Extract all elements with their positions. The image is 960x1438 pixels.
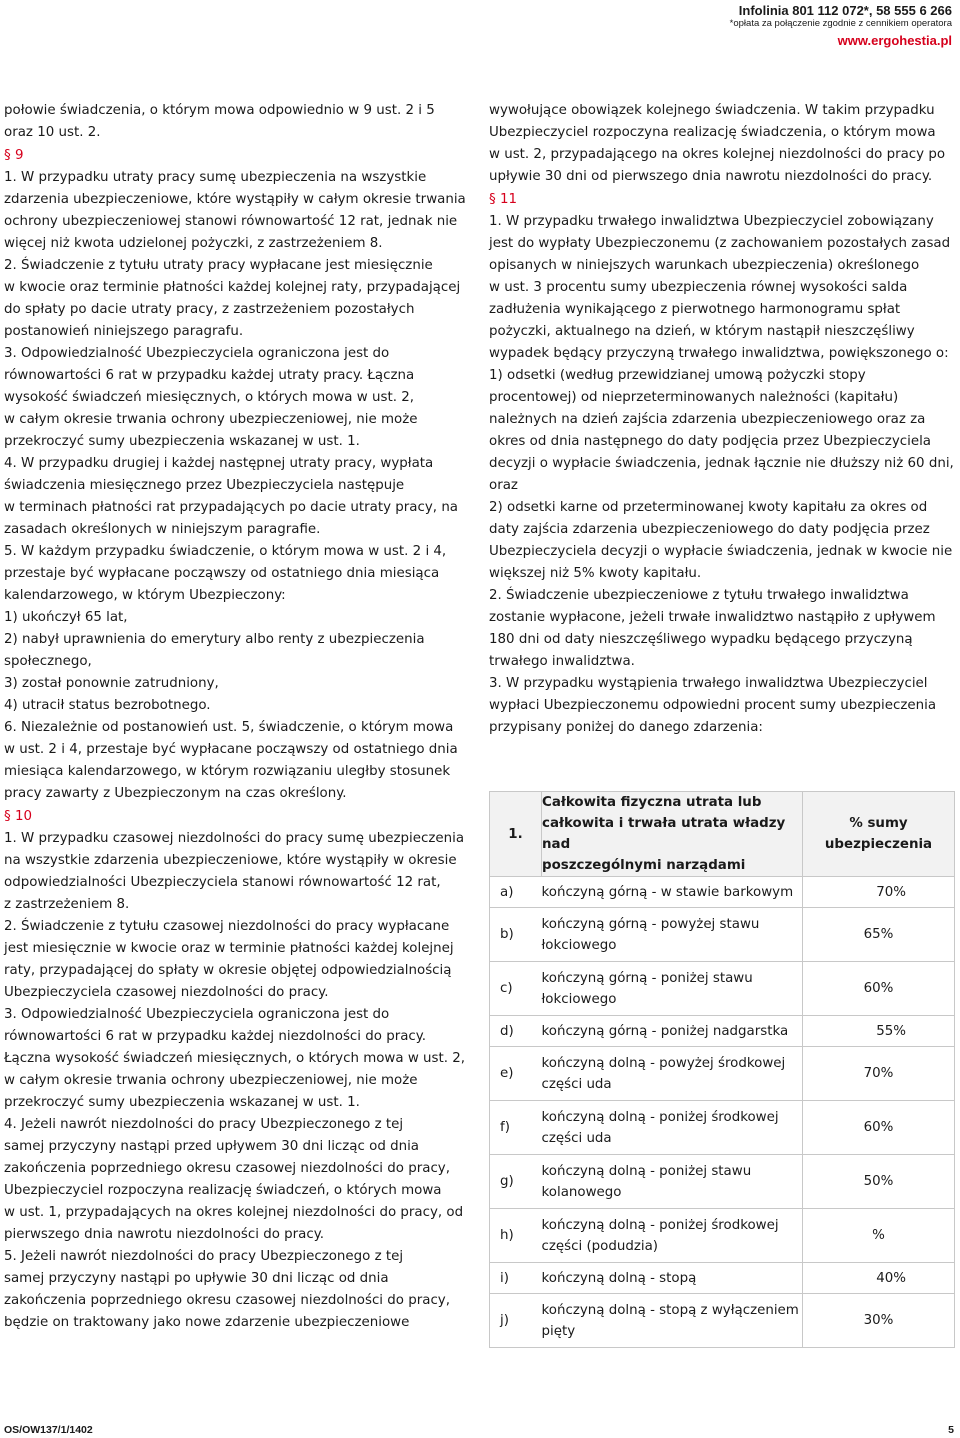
text-line: w kwocie oraz terminie płatności każdej kolejnej raty, przypadającej — [4, 280, 461, 295]
row-description-line: kończyną dolną - powyżej środkowej — [541, 1055, 786, 1071]
row-label: g) — [490, 1155, 542, 1209]
row-description-line: kończyną dolną - stopą z wyłączeniem — [541, 1302, 799, 1318]
row-description-line: kończyną dolną - poniżej stawu — [541, 1163, 752, 1179]
text-line: zakończenia poprzedniego okresu czasowej niezdolności do pracy, — [4, 1293, 450, 1308]
text-line: na wszystkie zdarzenia ubezpieczeniowe, które wystąpiły w okresie — [4, 853, 457, 868]
row-description-line: kończyną górną - w stawie barkowym — [541, 884, 794, 900]
section-heading — [489, 188, 957, 211]
text-line: do spłaty po dacie utraty pracy, z zastrzeżeniem pozostałych — [4, 302, 415, 317]
text-line: w całym okresie trwania ochrony ubezpieczeniowej, nie może — [4, 1073, 418, 1088]
text-line: 180 dni od daty nieszczęśliwego wypadku będącego przyczyną — [489, 632, 913, 647]
row-percentage: 70% — [803, 1047, 955, 1101]
row-description — [542, 1263, 803, 1294]
row-percentage: 50% — [803, 1155, 955, 1209]
text-line: trwałego inwalidztwa. — [489, 654, 635, 669]
section-number: 10 — [15, 809, 33, 824]
table-row — [490, 908, 955, 962]
table-header-description — [542, 792, 803, 877]
table-header-value-line: ubezpieczenia — [824, 837, 933, 852]
text-line: wypłaci Ubezpieczonemu odpowiedni procent sumy ubezpieczenia — [489, 698, 937, 713]
section-number: 9 — [15, 148, 24, 163]
text-line: Łączna wysokość świadczeń miesięcznych, o których mowa w ust. 2, — [4, 1051, 466, 1066]
row-label: e) — [490, 1047, 542, 1101]
table-header-row — [490, 792, 955, 877]
text-line: raty, przypadającej do spłaty w okresie objętej odpowiedzialnością — [4, 963, 452, 978]
text-line: kalendarzowego, w którym Ubezpieczony: — [4, 588, 286, 603]
table-row — [490, 1016, 955, 1047]
row-label: b) — [490, 908, 542, 962]
section-number: 11 — [500, 192, 518, 207]
row-description — [542, 962, 803, 1016]
page-header — [730, 3, 952, 49]
text-line: równowartości 6 rat w przypadku każdej niezdolności do pracy. — [4, 1029, 427, 1044]
text-line: wysokość świadczeń miesięcznych, o których mowa w ust. 2, — [4, 390, 414, 405]
table-header-value-line: % sumy — [849, 816, 908, 831]
hotline-text: Infolinia 801 112 072*, 58 555 6 266 — [738, 3, 952, 18]
text-line: zadłużenia wynikającego z pierwotnego harmonogramu spłat — [489, 302, 901, 317]
text-line: 1. W przypadku utraty pracy sumę ubezpieczenia na wszystkie — [4, 170, 427, 185]
row-description — [542, 877, 803, 908]
text-line: miesiąca kalendarzowego, w którym rozwiązaniu uległby stosunek — [4, 764, 451, 779]
row-percentage: 30% — [803, 1294, 955, 1348]
text-line: pracy zawarty z Ubezpieczonym na czas określony. — [4, 786, 347, 801]
text-line: zakończenia poprzedniego okresu czasowej niezdolności do pracy, — [4, 1161, 450, 1176]
text-line: 3. W przypadku wystąpienia trwałego inwalidztwa Ubezpieczyciel — [489, 676, 928, 691]
text-line: w ust. 2, przypadającego na okres kolejnej niezdolności do pracy po — [489, 147, 946, 162]
text-line: społecznego, — [4, 654, 92, 669]
text-line: upływie 30 dni od pierwszego dnia nawrotu niezdolności do pracy. — [489, 169, 933, 184]
text-line: 1) ukończył 65 lat, — [4, 610, 128, 625]
text-line: 2. Świadczenie ubezpieczeniowe z tytułu trwałego inwalidztwa — [489, 588, 909, 603]
text-line: 5. W każdym przypadku świadczenie, o którym mowa w ust. 2 i 4, — [4, 544, 447, 559]
table-body — [490, 877, 955, 1348]
text-line: decyzji o wypłacie świadczenia, jednak łącznie nie dłuższy niż 60 dni, — [489, 456, 954, 471]
row-description-line: kończyną górną - powyżej stawu — [541, 916, 760, 932]
document-code: OS/OW137/1/1402 — [4, 1424, 93, 1436]
text-line: pożyczki, aktualnego na dzień, w którym nastąpił nieszczęśliwy — [489, 324, 915, 339]
text-line: 5. Jeżeli nawrót niezdolności do pracy Ubezpieczonego z tej — [4, 1249, 404, 1264]
row-description — [542, 1294, 803, 1348]
row-label: i) — [490, 1263, 542, 1294]
text-line: przekroczyć sumy ubezpieczenia wskazanej w ust. 1. — [4, 434, 360, 449]
text-line: 2) nabył uprawnienia do emerytury albo renty z ubezpieczenia — [4, 632, 425, 647]
row-description-line: łokciowego — [541, 991, 617, 1007]
text-line: przekroczyć sumy ubezpieczenia wskazanej w ust. 1. — [4, 1095, 360, 1110]
row-description-line: łokciowego — [541, 937, 617, 953]
text-line: zasadach określonych w niniejszym paragrafie. — [4, 522, 321, 537]
table-header-value — [803, 792, 955, 877]
table-row — [490, 1101, 955, 1155]
row-description-line: kończyną górną - poniżej nadgarstka — [541, 1023, 789, 1039]
row-label: f) — [490, 1101, 542, 1155]
text-line: oraz — [489, 478, 518, 493]
text-line: 4. W przypadku drugiej i każdej następnej utraty pracy, wypłata — [4, 456, 434, 471]
text-line: ochrony ubezpieczeniowej stanowi równowartość 12 rat, jednak nie — [4, 214, 458, 229]
row-percentage: 70% — [803, 877, 955, 908]
text-line: opisanych w niniejszych warunkach ubezpieczenia) określonego — [489, 258, 920, 273]
row-label: c) — [490, 962, 542, 1016]
text-line: świadczenia miesięcznego przez Ubezpieczyciela następuje — [4, 478, 405, 493]
section-mark: § — [489, 191, 496, 207]
row-description — [542, 1209, 803, 1263]
table-header-desc-line: Całkowita fizyczna utrata lub — [542, 795, 762, 810]
table-row — [490, 1047, 955, 1101]
row-percentage: % — [803, 1209, 955, 1263]
row-description-line: kończyną górną - poniżej stawu — [541, 970, 753, 986]
text-line: z zastrzeżeniem 8. — [4, 897, 130, 912]
row-percentage: 60% — [803, 962, 955, 1016]
text-line: 1. W przypadku czasowej niezdolności do pracy sumę ubezpieczenia — [4, 831, 465, 846]
table-header-number: 1. — [490, 792, 542, 877]
right-column — [489, 100, 957, 739]
text-line: 3. Odpowiedzialność Ubezpieczyciela ograniczona jest do — [4, 1007, 390, 1022]
table-row — [490, 1155, 955, 1209]
table-row — [490, 877, 955, 908]
text-line: należnych na dzień zajścia zdarzenia ubezpieczeniowego oraz za — [489, 412, 926, 427]
table-row — [490, 1209, 955, 1263]
text-line: samej przyczyny nastąpi po upływie 30 dni licząc od dnia — [4, 1271, 389, 1286]
text-line: oraz 10 ust. 2. — [4, 125, 101, 140]
text-line: 1. W przypadku trwałego inwalidztwa Ubezpieczyciel zobowiązany — [489, 214, 934, 229]
text-line: Ubezpieczyciel rozpoczyna realizację świadczenia, o którym mowa — [489, 125, 936, 140]
table-header-desc-line: poszczególnymi narządami — [542, 858, 746, 873]
text-line: odpowiedzialności Ubezpieczyciela stanowi równowartość 12 rat, — [4, 875, 441, 890]
text-line: będzie on traktowany jako nowe zdarzenie ubezpieczeniowe — [4, 1315, 410, 1330]
text-line: w ust. 3 procentu sumy ubezpieczenia równej wysokości salda — [489, 280, 908, 295]
text-line: zdarzenia ubezpieczeniowe, które wystąpiły w całym okresie trwania — [4, 192, 466, 207]
row-percentage: 65% — [803, 908, 955, 962]
text-line: 3) został ponownie zatrudniony, — [4, 676, 219, 691]
text-line: 6. Niezależnie od postanowień ust. 5, świadczenie, o którym mowa — [4, 720, 454, 735]
section-mark: § — [4, 147, 11, 163]
text-line: postanowień niniejszego paragrafu. — [4, 324, 244, 339]
website-link[interactable]: www.ergohestia.pl — [837, 33, 952, 48]
row-description-line: części uda — [541, 1076, 612, 1092]
row-description — [542, 1016, 803, 1047]
row-label: d) — [490, 1016, 542, 1047]
text-line: w ust. 2 i 4, przestaje być wypłacane począwszy od ostatniego dnia — [4, 742, 458, 757]
text-line: zostanie wypłacone, jeżeli trwałe inwalidztwo nastąpiło z upływem — [489, 610, 936, 625]
page-number: 5 — [948, 1424, 954, 1436]
row-percentage: 40% — [803, 1263, 955, 1294]
row-description-line: kończyną dolną - stopą — [541, 1270, 697, 1286]
table-row — [490, 1263, 955, 1294]
row-description-line: kolanowego — [541, 1184, 622, 1200]
text-line: w całym okresie trwania ochrony ubezpieczeniowej, nie może — [4, 412, 418, 427]
table-row — [490, 1294, 955, 1348]
row-description-line: pięty — [541, 1323, 576, 1339]
text-line: procentowej) od nieprzeterminowanych należności (kapitału) — [489, 390, 899, 405]
row-percentage: 55% — [803, 1016, 955, 1047]
row-description-line: części (podudzia) — [541, 1238, 659, 1254]
text-line: przypisany poniżej do danego zdarzenia: — [489, 720, 763, 735]
text-line: 1) odsetki (według przewidzianej umową pożyczki stopy — [489, 368, 866, 383]
row-description — [542, 1047, 803, 1101]
section-heading — [4, 805, 466, 828]
left-column — [4, 100, 466, 1334]
row-description-line: części uda — [541, 1130, 612, 1146]
text-line: okres od dnia następnego do daty podjęcia przez Ubezpieczyciela — [489, 434, 932, 449]
text-line: 4) utracił status bezrobotnego. — [4, 698, 211, 713]
text-line: połowie świadczenia, o którym mowa odpowiednio w 9 ust. 2 i 5 — [4, 103, 435, 118]
text-line: samej przyczyny nastąpi przed upływem 30 dni licząc od dnia — [4, 1139, 419, 1154]
text-line: Ubezpieczyciela czasowej niezdolności do pracy. — [4, 985, 329, 1000]
text-line: 2. Świadczenie z tytułu utraty pracy wypłacane jest miesięcznie — [4, 258, 433, 273]
text-line: 4. Jeżeli nawrót niezdolności do pracy Ubezpieczonego z tej — [4, 1117, 404, 1132]
text-line: 2. Świadczenie z tytułu czasowej niezdolności do pracy wypłacane — [4, 919, 450, 934]
row-description — [542, 1155, 803, 1209]
row-label: j) — [490, 1294, 542, 1348]
text-line: wywołujące obowiązek kolejnego świadczenia. W takim przypadku — [489, 103, 935, 118]
text-line: Ubezpieczyciel rozpoczyna realizację świadczeń, o których mowa — [4, 1183, 442, 1198]
disability-percentage-table — [489, 791, 955, 1348]
row-description-line: kończyną dolną - poniżej środkowej — [541, 1217, 779, 1233]
row-label: h) — [490, 1209, 542, 1263]
table-header-desc-line: całkowita i trwała utrata władzy nad — [542, 816, 786, 852]
text-line: w terminach płatności rat przypadających po dacie utraty pracy, na — [4, 500, 459, 515]
table-row — [490, 962, 955, 1016]
text-line: 3. Odpowiedzialność Ubezpieczyciela ograniczona jest do — [4, 346, 390, 361]
row-percentage: 60% — [803, 1101, 955, 1155]
row-description — [542, 1101, 803, 1155]
call-cost-note: *opłata za połączenie zgodnie z cennikiem operatora — [729, 18, 952, 29]
row-label: a) — [490, 877, 542, 908]
text-line: pierwszego dnia nawrotu niezdolności do pracy. — [4, 1227, 324, 1242]
text-line: jest miesięcznie w kwocie oraz w terminie płatności każdej kolejnej — [4, 941, 454, 956]
text-line: 2) odsetki karne od przeterminowanej kwoty kapitału za okres od — [489, 500, 928, 515]
text-line: większej niż 5% kwoty kapitału. — [489, 566, 702, 581]
row-description-line: kończyną dolną - poniżej środkowej — [541, 1109, 779, 1125]
text-line: wypadek będący przyczyną trwałego inwalidztwa, powiększonego o: — [489, 346, 949, 361]
text-line: więcej niż kwota udzielonej pożyczki, z zastrzeżeniem 8. — [4, 236, 383, 251]
text-line: przestaje być wypłacane począwszy od ostatniego dnia miesiąca — [4, 566, 440, 581]
section-heading — [4, 144, 466, 167]
text-line: daty zajścia zdarzenia ubezpieczeniowego do daty podjęcia przez — [489, 522, 930, 537]
text-line: jest do wypłaty Ubezpieczonemu (z zachowaniem pozostałych zasad — [489, 236, 951, 251]
row-description — [542, 908, 803, 962]
text-line: w ust. 1, przypadających na okres kolejnej niezdolności do pracy, od — [4, 1205, 464, 1220]
section-mark: § — [4, 808, 11, 824]
text-line: Ubezpieczyciela decyzji o wypłacie świadczenia, jednak w kwocie nie — [489, 544, 953, 559]
text-line: równowartości 6 rat w przypadku każdej utraty pracy. Łączna — [4, 368, 415, 383]
